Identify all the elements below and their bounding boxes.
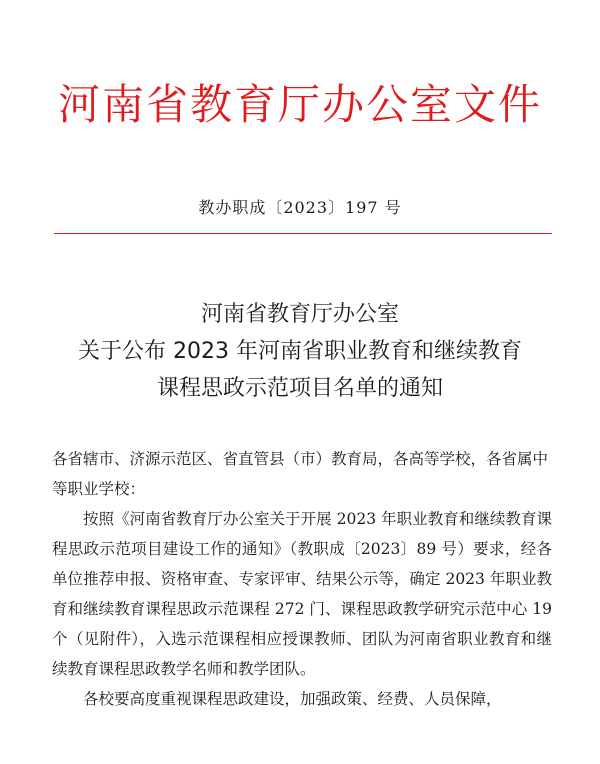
notice-title — [0, 296, 600, 407]
body-paragraph-2: 各校要高度重视课程思政建设，加强政策、经费、人员保障， — [83, 690, 502, 708]
addressee-paragraph: 各省辖市、济源示范区、省直管县（市）教育局，各高等学校，各省属中等职业学校： — [52, 450, 549, 498]
notice-body — [52, 444, 552, 714]
title-line-1: 河南省教育厅办公室 — [200, 302, 399, 327]
document-number: 教办职成〔2023〕197 号 — [198, 198, 402, 217]
body-paragraph-1: 按照《河南省教育厅办公室关于开展 2023 年职业教育和继续教育课程思政示范项目建设工作的通知》（教职成〔2023〕89 号）要求，经各单位推荐申报、资格审查、专家评审、结果公示等，确定 2023 年职业教育和继续教育课程思政示范课程 272 门、课程思政教学研究示范中心 19 个（见附件），入选示范课程相应授课教师、团队为河南省职业教育和继续教育课程思政教学名师和教学团队。 — [52, 510, 552, 678]
red-separator-line — [54, 233, 552, 234]
issuer-header: 河南省教育厅办公室文件 — [57, 80, 542, 129]
title-line-3: 课程思政示范项目名单的通知 — [156, 376, 443, 401]
title-line-2: 关于公布 2023 年河南省职业教育和继续教育 — [78, 339, 522, 364]
